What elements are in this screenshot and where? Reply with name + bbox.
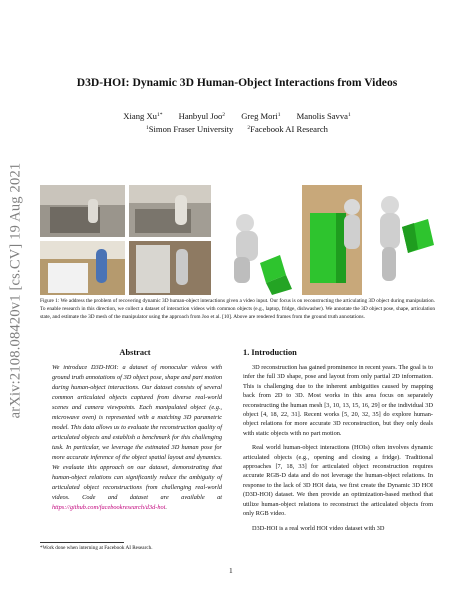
footnote-rule — [40, 542, 124, 543]
teaser-figure — [40, 183, 435, 295]
video-frame-kitchen-2 — [129, 185, 211, 237]
author: Hanbyul Joo$^2$ — [178, 111, 226, 121]
code-link[interactable]: https://github.com/facebookresearch/d3d-hoi — [52, 504, 166, 511]
abstract-heading: Abstract — [119, 348, 151, 357]
render-human-laptop — [234, 214, 292, 295]
intro-heading: 1. Introduction — [243, 348, 297, 357]
intro-paragraph: D3D-HOI is a real world HOI video dataset with 3D — [252, 524, 385, 532]
video-frame-laundry — [40, 241, 125, 295]
author: Manolis Savva$^1$ — [296, 111, 351, 121]
render-scene-fridge — [302, 185, 362, 295]
arxiv-stamp: arXiv:2108.08420v1 [cs.CV] 19 Aug 2021 — [7, 162, 24, 418]
affiliation: $^2$Facebook AI Research — [247, 124, 328, 134]
intro-paragraph: Real world human-object interactions (HOIs) often involves dynamic articulated objects (e.g., opening and closing a fridge). Traditional approaches [7, 18, 33] for articulated object reconstruction requires accurate RGB-D data and do not leverage the human-object relations. In response to the lack of 3D HOI data, we first create the Dynamic 3D HOI (D3D-HOI) dataset. We then provide an optimization-based method that utilize human-object relations to reconstruct the articulated objects from only RGB video. — [243, 444, 433, 518]
affiliation-list — [40, 124, 434, 134]
abstract-body: We introduce D3D-HOI: a dataset of monocular videos with ground truth annotations of 3D object pose, shape and part motion during human-object interactions. Our dataset consists of several common articulated objects captured from diverse real-world scenes and camera viewpoints. Each manipulated object (e.g., microwave oven) is represented with a matching 3D parametric model. This data allows us to evaluate the reconstruction quality of articulated objects and establish a benchmark for this challenging task. In particular, we leverage the estimated 3D human pose for more accurate inference of the object spatial layout and dynamics. We evaluate this approach on our dataset, demonstrating that human-object relations can significantly reduce the ambiguity of articulated object reconstructions from challenging real-world videos. Code and dataset are available at https://github.com/facebookresearch/d3d-hoi. — [52, 364, 222, 511]
author: Greg Mori$^1$ — [241, 111, 281, 121]
intro-paragraph: 3D reconstruction has gained prominence in recent years. The goal is to infer the full 3D shape, pose and layout from only partial 2D information. This is challenging due to the inherent ambiguities caused by mapping back from 2D to 3D. Most works in this area focus on separately reconstructing the human mesh [3, 10, 13, 15, 16, 29] or the individual 3D object [4, 18, 22, 31]. Recent works [5, 20, 32, 35] do explore human-object relations for more accurate 3D reconstruction, but they only deals with static objects with no part motion. — [243, 364, 433, 437]
video-frame-kitchen-1 — [40, 185, 125, 237]
render-human-microwave — [380, 196, 434, 281]
author: Xiang $Xu^{1*}$ — [123, 111, 163, 121]
intro-body — [243, 363, 433, 538]
paper-title: D3D-HOI: Dynamic 3D Human-Object Interactions from Videos — [76, 76, 398, 89]
footnote: *Work done when interning at Facebook AI Research. — [40, 545, 153, 551]
page-number: 1 — [229, 566, 233, 575]
video-frame-fridge — [129, 241, 211, 295]
affiliation: $^1$Simon Fraser University — [146, 124, 234, 134]
figure-caption: Figure 1: We address the problem of recovering dynamic 3D human-object interactions given a video input. Our focus is on reconstructing the articulating 3D object during manipulation. To enable research in this direction, we collect a dataset of interaction videos with common objects (e.g., laptop, fridge, dishwasher). We annotate the 3D object pose, shape, articulation state, and estimate the 3D mesh of the manipulator using the approach from Joo et al. [10]. Above are rendered frames from the ground truth annotations. — [40, 298, 435, 321]
author-list — [40, 111, 434, 121]
